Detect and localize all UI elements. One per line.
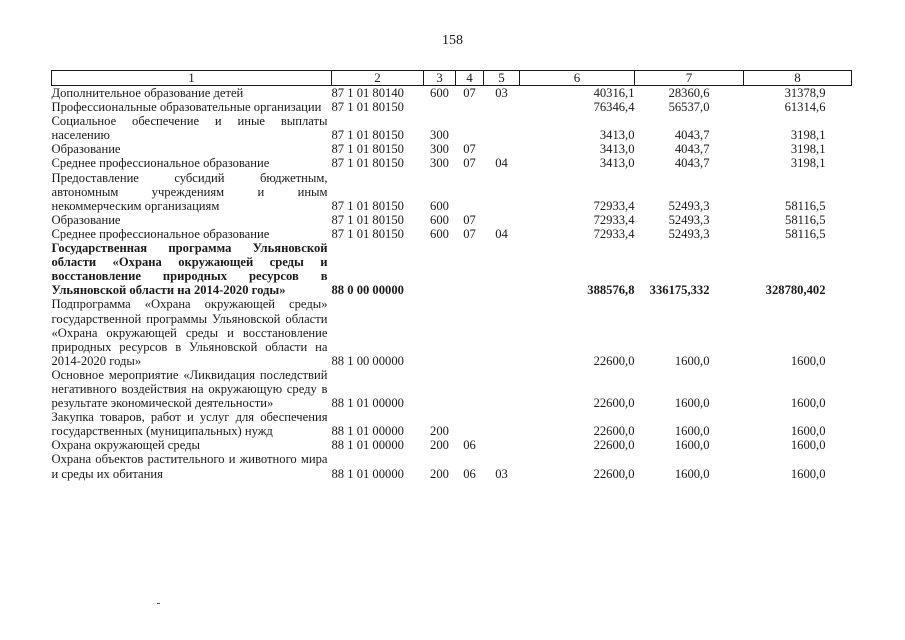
- cell-y2014: 72933,4: [593, 212, 635, 227]
- cell-vr: [424, 100, 456, 114]
- table-row: [52, 368, 852, 410]
- cell-code: 87 1 01 80150: [331, 156, 404, 171]
- cell-y2016: 58116,5: [785, 198, 826, 213]
- cell-name: Образование: [51, 212, 121, 227]
- cell-code: 87 1 01 80150: [331, 100, 404, 115]
- cell-y2014: 72933,4: [593, 198, 635, 213]
- cell-pr: [484, 213, 520, 227]
- cell-y2016: 1600,0: [790, 353, 826, 368]
- table-row: [52, 156, 852, 170]
- cell-y2016: 58116,5: [785, 212, 826, 227]
- cell-vr: 600: [430, 212, 449, 227]
- cell-rz: 07: [463, 86, 476, 100]
- column-header: 4: [456, 71, 484, 86]
- cell-y2014: 3413,0: [599, 156, 635, 171]
- cell-code: 87 1 01 80150: [331, 128, 404, 143]
- cell-name: Среднее профессиональное образование: [51, 226, 270, 241]
- cell-y2014: 72933,4: [593, 226, 635, 241]
- column-header: 2: [332, 71, 424, 86]
- cell-rz: [456, 368, 484, 410]
- cell-rz: 07: [463, 226, 476, 241]
- cell-pr: 03: [495, 466, 508, 481]
- cell-pr: [484, 297, 520, 367]
- cell-y2016: 3198,1: [790, 128, 826, 143]
- column-header: 5: [484, 71, 520, 86]
- cell-pr: 04: [495, 156, 508, 171]
- cell-code: 87 1 01 80150: [331, 212, 404, 227]
- table-row: [52, 227, 852, 241]
- table-row: [52, 297, 852, 367]
- cell-vr: [424, 368, 456, 410]
- cell-pr: [484, 171, 520, 213]
- table-row: [52, 114, 852, 142]
- cell-code: 88 1 01 00000: [331, 438, 404, 453]
- cell-y2015: 1600,0: [674, 438, 710, 453]
- cell-y2015: 4043,7: [674, 128, 710, 143]
- cell-vr: 200: [430, 466, 449, 481]
- cell-vr: [424, 297, 456, 367]
- cell-y2015: 28360,6: [668, 86, 710, 100]
- budget-table: [51, 70, 852, 481]
- cell-name: Среднее профессиональное образование: [51, 156, 270, 171]
- table-row: [52, 86, 852, 101]
- cell-vr: 600: [430, 86, 449, 100]
- cell-rz: 06: [463, 438, 476, 453]
- cell-y2014: 40316,1: [593, 86, 635, 100]
- cell-vr: 600: [430, 198, 449, 213]
- cell-y2015: 1600,0: [674, 396, 710, 411]
- cell-name: Профессиональные образовательные организации: [51, 100, 322, 115]
- cell-y2015: 4043,7: [674, 156, 710, 171]
- cell-name: Государственная программа Ульяновской области «Охрана окружающей среды и восстановление природных ресурсов в Ульяновской области на 2014-2020 годы»: [51, 241, 328, 298]
- cell-y2014: 76346,4: [593, 100, 635, 115]
- cell-pr: 04: [495, 226, 508, 241]
- cell-code: 88 0 00 00000: [331, 283, 404, 298]
- cell-y2016: 1600,0: [790, 466, 826, 481]
- cell-name: Образование: [51, 142, 121, 157]
- cell-pr: [484, 368, 520, 410]
- cell-vr: 200: [430, 438, 449, 453]
- cell-name: Охрана окружающей среды: [51, 438, 200, 453]
- scan-mark: [157, 603, 160, 604]
- cell-pr: [484, 100, 520, 114]
- cell-name: Охрана объектов растительного и животного мира и среды их обитания: [51, 452, 328, 481]
- cell-pr: [484, 410, 520, 438]
- cell-name: Социальное обеспечение и иные выплаты населению: [51, 114, 328, 143]
- cell-y2016: 1600,0: [790, 396, 826, 411]
- cell-vr: 600: [430, 226, 449, 241]
- cell-y2015: 4043,7: [674, 142, 710, 157]
- cell-name: Подпрограмма «Охрана окружающей среды» государственной программы Ульяновской области «Охрана окружающей среды и восстановление природных ресурсов в Ульяновской области на 2014-2020 годы»: [51, 297, 328, 368]
- cell-rz: 07: [463, 156, 476, 171]
- cell-vr: 300: [430, 156, 449, 171]
- cell-y2014: 22600,0: [593, 424, 635, 439]
- cell-y2014: 22600,0: [593, 466, 635, 481]
- cell-rz: 07: [463, 142, 476, 157]
- table-row: [52, 100, 852, 114]
- table-header-row: [52, 71, 852, 86]
- cell-pr: 03: [495, 86, 508, 100]
- cell-y2015: 1600,0: [674, 353, 710, 368]
- cell-y2014: 3413,0: [599, 128, 635, 143]
- table-row: [52, 171, 852, 213]
- cell-y2014: 388576,8: [587, 283, 635, 298]
- column-header: 7: [635, 71, 744, 86]
- table-row: [52, 452, 852, 480]
- cell-pr: [484, 142, 520, 156]
- cell-y2016: 31378,9: [784, 86, 826, 100]
- table-row: [52, 142, 852, 156]
- cell-code: 88 1 00 00000: [331, 353, 404, 368]
- page-number: 158: [442, 33, 463, 48]
- cell-rz: [456, 241, 484, 297]
- cell-pr: [484, 241, 520, 297]
- cell-pr: [484, 114, 520, 142]
- cell-code: 87 1 01 80150: [331, 142, 404, 157]
- cell-code: 87 1 01 80150: [331, 198, 404, 213]
- cell-rz: 07: [463, 212, 476, 227]
- cell-code: 87 1 01 80140: [331, 86, 404, 100]
- cell-rz: [456, 171, 484, 213]
- cell-y2015: 52493,3: [668, 212, 710, 227]
- cell-code: 87 1 01 80150: [331, 226, 404, 241]
- cell-name: Предоставление субсидий бюджетным, автономным учреждениям и иным некоммерческим организациям: [51, 170, 328, 213]
- table-row: [52, 213, 852, 227]
- table-body: [52, 86, 852, 481]
- table-row: [52, 438, 852, 452]
- cell-y2015: 336175,332: [649, 283, 710, 298]
- cell-rz: [456, 410, 484, 438]
- cell-name: Основное мероприятие «Ликвидация последствий негативного воздействия на окружающую среду в результате экономической деятельности»: [51, 367, 328, 411]
- cell-vr: 300: [430, 128, 449, 143]
- column-header: 1: [52, 71, 332, 86]
- cell-y2015: 1600,0: [674, 424, 710, 439]
- cell-code: 88 1 01 00000: [331, 424, 404, 439]
- cell-y2014: 22600,0: [593, 353, 635, 368]
- cell-y2014: 22600,0: [593, 396, 635, 411]
- cell-rz: [456, 114, 484, 142]
- cell-y2016: 58116,5: [785, 226, 826, 241]
- cell-y2016: 1600,0: [790, 424, 826, 439]
- cell-y2014: 3413,0: [599, 142, 635, 157]
- cell-y2015: 56537,0: [668, 100, 710, 115]
- cell-y2016: 3198,1: [790, 142, 826, 157]
- cell-vr: 300: [430, 142, 449, 157]
- cell-y2016: 1600,0: [790, 438, 826, 453]
- column-header: 8: [744, 71, 852, 86]
- cell-rz: 06: [463, 466, 476, 481]
- cell-y2014: 22600,0: [593, 438, 635, 453]
- cell-y2015: 52493,3: [668, 198, 710, 213]
- cell-name: Закупка товаров, работ и услуг для обеспечения государственных (муниципальных) нужд: [51, 410, 328, 439]
- cell-code: 88 1 01 00000: [331, 466, 404, 481]
- table-row: [52, 241, 852, 297]
- cell-rz: [456, 297, 484, 367]
- cell-rz: [456, 100, 484, 114]
- column-header: 3: [424, 71, 456, 86]
- column-header: 6: [520, 71, 635, 86]
- cell-y2015: 52493,3: [668, 226, 710, 241]
- cell-y2016: 61314,6: [784, 100, 826, 115]
- cell-y2016: 328780,402: [765, 283, 826, 298]
- cell-code: 88 1 01 00000: [331, 396, 404, 411]
- cell-vr: [424, 241, 456, 297]
- cell-pr: [484, 438, 520, 452]
- cell-name: Дополнительное образование детей: [51, 86, 244, 100]
- table-row: [52, 410, 852, 438]
- cell-y2016: 3198,1: [790, 156, 826, 171]
- cell-vr: 200: [430, 424, 449, 439]
- cell-y2015: 1600,0: [674, 466, 710, 481]
